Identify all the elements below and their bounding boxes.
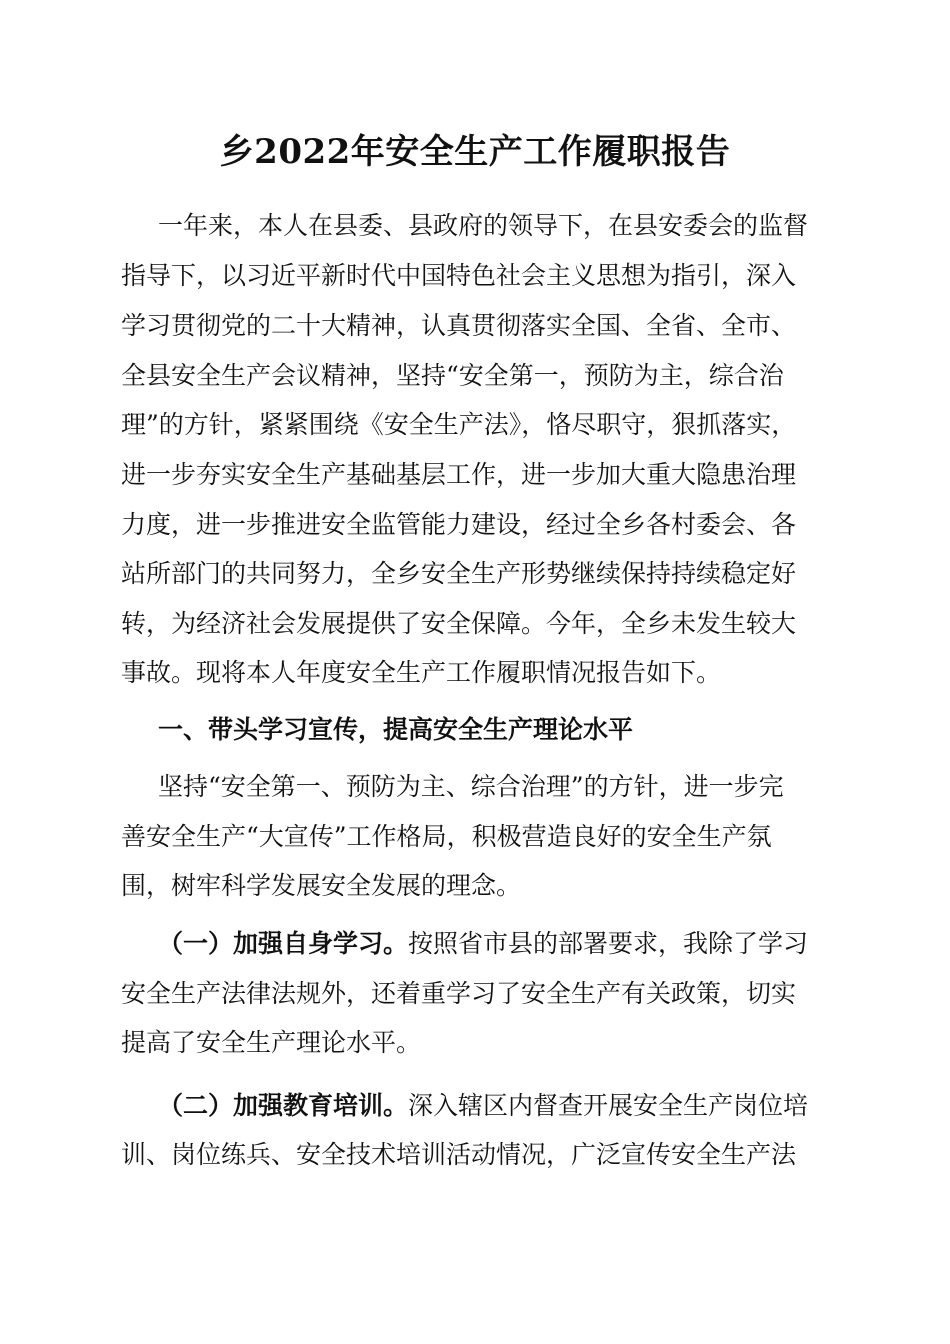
section1-line: 坚持“安全第一、预防为主、综合治理”的方针，进一步完: [158, 772, 784, 801]
subsection1-line: 提高了安全生产理论水平。: [121, 1028, 422, 1057]
subsection1-label: （一）加强自身学习。: [158, 929, 409, 958]
intro-line: 全县安全生产会议精神，坚持“安全第一，预防为主，综合治: [121, 361, 784, 390]
intro-line: 事故。现将本人年度安全生产工作履职情况报告如下。: [121, 658, 722, 687]
intro-line: 学习贯彻党的二十大精神，认真贯彻落实全国、全省、全市、: [121, 311, 797, 340]
subsection2-line: 训、岗位练兵、安全技术培训活动情况，广泛宣传安全生产法: [121, 1140, 797, 1169]
subsection2-first-line: [158, 1081, 808, 1131]
section1-line: 善安全生产“大宣传”工作格局，积极营造良好的安全生产氛: [121, 822, 772, 851]
intro-line: 转，为经济社会发展提供了安全保障。今年，全乡未发生较大: [121, 609, 797, 638]
intro-line: 一年来，本人在县委、县政府的领导下，在县安委会的监督: [158, 211, 809, 240]
intro-line: 进一步夯实安全生产基础基层工作，进一步加大重大隐患治理: [121, 460, 797, 489]
intro-line: 力度，进一步推进安全监管能力建设，经过全乡各村委会、各: [121, 510, 797, 539]
subsection2-text: 深入辖区内督查开展安全生产岗位培: [408, 1091, 809, 1120]
section-heading: 一、带头学习宣传，提高安全生产理论水平: [158, 715, 634, 744]
intro-line: 理”的方针，紧紧围绕《安全生产法》，恪尽职守，狠抓落实，: [121, 410, 797, 439]
subsection1-first-line: [158, 919, 808, 969]
subsection1-text: 按照省市县的部署要求，我除了学习: [408, 929, 809, 958]
intro-line: 站所部门的共同努力，全乡安全生产形势继续保持持续稳定好: [121, 559, 797, 588]
intro-line: 指导下，以习近平新时代中国特色社会主义思想为指引，深入: [121, 261, 797, 290]
section1-line: 围，树牢科学发展安全发展的理念。: [121, 871, 522, 900]
document-title: 乡2022年安全生产工作履职报告: [219, 132, 731, 172]
subsection1-line: 安全生产法律法规外，还着重学习了安全生产有关政策，切实: [121, 979, 797, 1008]
subsection2-label: （二）加强教育培训。: [158, 1091, 409, 1120]
